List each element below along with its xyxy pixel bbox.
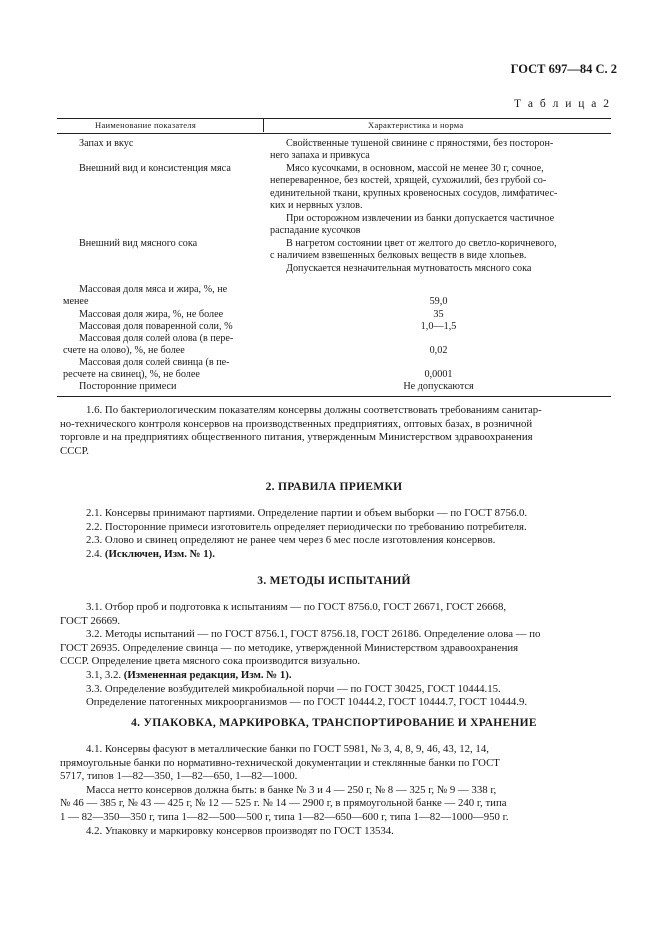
section-4-body: 4.1. Консервы фасуют в металлические банки по ГОСТ 5981, № 3, 4, 8, 9, 46, 43, 12, 14, прямоугольные банки по нормативно-технической документации и стеклянные банки по ГОСТ 5717, типов 1—82—350, 1—82—650, 1—82—1000. Масса нетто консервов должна быть: в банке № 3 и 4 — 250 г, № 8 — 325 г, № 9 — 338 г, № 46 — 385 г, № 43 — 425 г, № 12 — 525 г. № 14 — 2900 г, в прямоугольной банке — 240 г, типа 1 — 82—350—350 г, типа 1—82—500—500 г, типа 1—82—650—600 г, типа 1—82—1000—950 г. 4.2. Упаковку и маркировку консервов производят по ГОСТ 13534. (60, 743, 509, 837)
table-top-rule (57, 118, 611, 119)
row-meat-fat-label: Массовая доля мяса и жира, %, не менее (63, 284, 228, 308)
row-salt-label: Массовая доля поваренной соли, % (79, 321, 233, 332)
row-fat-value: 35 (433, 309, 444, 320)
row-fat-label: Массовая доля жира, %, не более (79, 309, 224, 320)
table-bottom-rule (57, 396, 611, 397)
row-appearance-label: Внешний вид и консистенция мяса (79, 163, 231, 174)
section-4-title: 4. УПАКОВКА, МАРКИРОВКА, ТРАНСПОРТИРОВАНИЕ И ХРАНЕНИЕ (131, 717, 537, 729)
table-caption: Т а б л и ц а 2 (513, 98, 611, 110)
section-3-title: 3. МЕТОДЫ ИСПЫТАНИЙ (257, 575, 411, 587)
row-appearance-value: Мясо кусочками, в основном, массой не менее 30 г, сочное, непереваренное, без костей, хрящей, сухожилий, без грубой со- единительной ткани, крупных кровеносных сосудов, лимфатичес- ких и нервных узлов. При осторожном извлечении из банки допускается частичное распадание кусочков (270, 163, 558, 237)
section-2-body: 2.1. Консервы принимают партиями. Определение партии и объем выборки — по ГОСТ 8756.0. 2.2. Посторонние примеси изготовитель определяет периодически по требованию потребителя. 2.3. Олово и свинец определяют не ранее чем через 6 мес после изготовления консервов. 2.4. (Исключен, Изм. № 1). (86, 507, 528, 560)
section-2-title: 2. ПРАВИЛА ПРИЕМКИ (265, 481, 403, 493)
row-lead-label: Массовая доля солей свинца (в пе- ресчете на свинец), %, не более (63, 357, 230, 381)
table-header-divider (263, 118, 264, 132)
page-reference: ГОСТ 697—84 С. 2 (510, 62, 617, 76)
table-header-indicator: Наименование показателя (95, 120, 197, 130)
row-foreign-label: Посторонние примеси (79, 381, 177, 392)
row-juice-value: В нагретом состоянии цвет от желтого до светло-коричневого, с наличием взвешенных белковых веществ в виде хлопьев. Допускается незначительная мутноватость мясного сока (270, 238, 557, 274)
paragraph-1-6: 1.6. По бактериологическим показателям консервы должны соответствовать требованиям санитар- но-технического контроля консервов на производственных предприятиях, оптовых базах, в розничной торговле и на предприятиях общественного питания, утвержденным Министерством здравоохранения СССР. (60, 404, 542, 457)
section-3-body: 3.1. Отбор проб и подготовка к испытаниям — по ГОСТ 8756.0, ГОСТ 26671, ГОСТ 26668, ГОСТ 26669. 3.2. Методы испытаний — по ГОСТ 8756.1, ГОСТ 8756.18, ГОСТ 26186. Определение олова — по ГОСТ 26935. Определение свинца — по методике, утвержденной Министерством здравоохранения СССР. Определение цвета мясного сока производится визуально. 3.1, 3.2. (Измененная редакция, Изм. № 1). 3.3. Определение возбудителей микробиальной порчи — по ГОСТ 30425, ГОСТ 10444.15. Определение патогенных микроорганизмов — по ГОСТ 10444.2, ГОСТ 10444.7, ГОСТ 10444.9. (60, 601, 541, 709)
row-meat-fat-value: 59,0 (429, 296, 448, 307)
row-tin-value: 0,02 (429, 345, 448, 356)
row-tin-label: Массовая доля солей олова (в пере- счете на олово), %, не более (63, 333, 234, 357)
row-taste-value: Свойственные тушеной свинине с пряностями, без посторон- него запаха и привкуса (270, 138, 554, 162)
row-lead-value: 0,0001 (424, 369, 453, 380)
row-salt-value: 1,0—1,5 (420, 321, 457, 332)
row-taste-label: Запах и вкус (79, 138, 134, 149)
row-juice-label: Внешний вид мясного сока (79, 238, 198, 249)
table-header-characteristic: Характеристика и норма (368, 120, 464, 130)
table-header-rule (57, 133, 611, 134)
row-foreign-value: Не допускаются (403, 381, 474, 392)
